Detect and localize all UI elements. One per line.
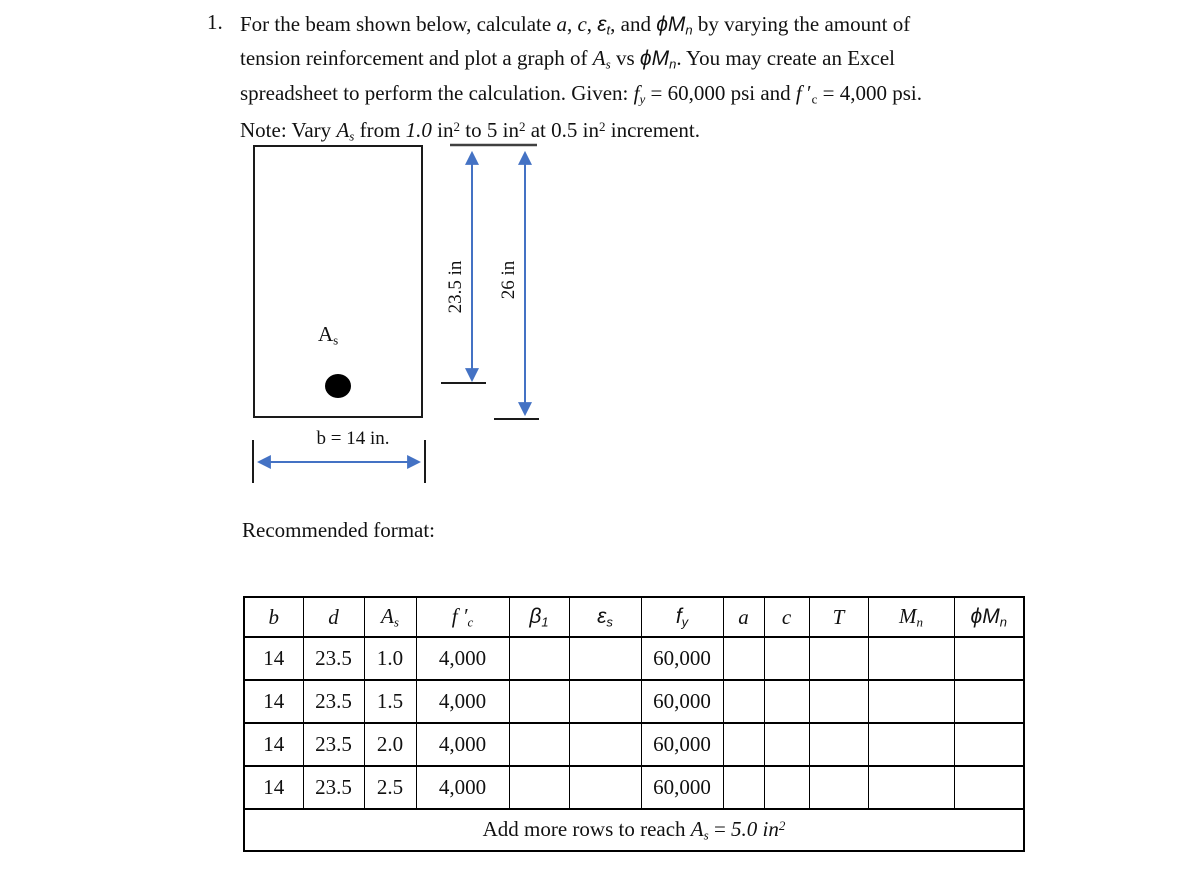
table-cell [868,680,954,723]
width-dimension-label: b = 14 in. [316,428,390,449]
table-cell: 60,000 [641,766,723,809]
table-cell [723,680,764,723]
table-cell [764,766,809,809]
table-cell: 23.5 [303,766,364,809]
col-header-epsilon-s: $\varepsilon_s$ [569,597,641,637]
table-cell: 14 [244,637,303,680]
col-header-b: b [244,597,303,637]
table-row [244,637,1024,680]
table-cell: 23.5 [303,637,364,680]
problem-statement [240,10,922,150]
problem-line-4: Note: Vary $A_s$ from 1.0 $in^2$ to 5 $in^2$ at 0.5 $in^2$ increment. [240,117,700,143]
table-cell [723,766,764,809]
table-cell [868,766,954,809]
calculation-table [243,596,1025,852]
table-header-row [244,597,1024,637]
recommended-format-heading: Recommended format: [242,518,436,542]
table-cell [509,766,569,809]
table-cell: 4,000 [416,766,509,809]
col-header-fc: f $'_c$ [416,597,509,637]
table-cell [954,637,1024,680]
table-cell: 23.5 [303,680,364,723]
table-cell: 14 [244,766,303,809]
table-cell [809,766,868,809]
table-cell [723,637,764,680]
col-header-as: $A_s$ [364,597,416,637]
col-header-fy: $f_y$ [641,597,723,637]
table-cell [764,723,809,766]
table-row [244,723,1024,766]
table-cell [954,766,1024,809]
col-header-mn: $M_n$ [868,597,954,637]
table-cell [868,723,954,766]
table-cell: 4,000 [416,637,509,680]
col-header-phi-mn: $\phi M_n$ [954,597,1024,637]
table-cell: 1.0 [364,637,416,680]
table-row [244,766,1024,809]
table-cell: 60,000 [641,723,723,766]
table-cell [509,723,569,766]
table-cell: 2.5 [364,766,416,809]
table-cell: 4,000 [416,723,509,766]
table-cell [569,637,641,680]
as-reinforcement-label: $A_s$ [318,322,339,348]
problem-line-1: For the beam shown below, calculate a, c, $\varepsilon_t$, and $\phi M_n$ by varying the amount of [240,12,911,38]
table-cell: 1.5 [364,680,416,723]
table-cell [809,680,868,723]
overall-dimension-label: 26 in [498,260,519,300]
table-cell: 60,000 [641,637,723,680]
table-cell: 60,000 [641,680,723,723]
table-cell [954,723,1024,766]
problem-line-2: tension reinforcement and plot a graph of $A_s$ vs $\phi M_n$. You may create an Excel [240,46,896,72]
table-cell: 14 [244,680,303,723]
problem-number: 1. [207,10,223,34]
table-cell [809,637,868,680]
table-cell: 2.0 [364,723,416,766]
col-header-beta1: $\beta_1$ [509,597,569,637]
col-header-t: T [809,597,868,637]
table-footer-row [244,809,1024,851]
table-cell: 4,000 [416,680,509,723]
table-cell [569,723,641,766]
table-row [244,680,1024,723]
table-cell [723,723,764,766]
table-cell: 23.5 [303,723,364,766]
table-cell [569,680,641,723]
table-cell [954,680,1024,723]
table-footer-note: Add more rows to reach $A_s = 5.0$ $in^2$ [244,809,1024,851]
col-header-a: a [723,597,764,637]
table-cell [809,723,868,766]
table-cell [509,680,569,723]
table-cell [509,637,569,680]
table-cell [764,680,809,723]
table-cell [868,637,954,680]
table-cell: 14 [244,723,303,766]
col-header-d: d [303,597,364,637]
table-cell [569,766,641,809]
table-cell [764,637,809,680]
depth-dimension-label: 23.5 in [445,260,466,314]
col-header-c: c [764,597,809,637]
problem-line-3: spreadsheet to perform the calculation. Given: $f_y = 60,000$ psi and f $'_c = 4,000$ psi. [240,80,922,106]
